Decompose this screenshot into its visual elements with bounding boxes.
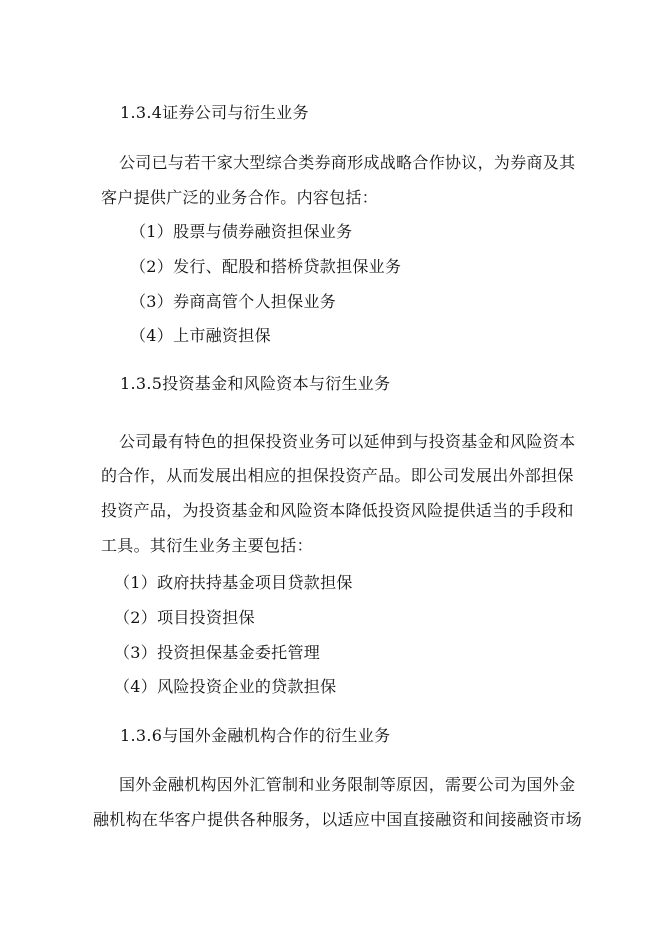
paragraph-line: 客户提供广泛的业务合作。内容包括：: [101, 188, 379, 207]
list-item: （1）政府扶持基金项目贷款担保: [114, 573, 353, 592]
paragraph-line: 国外金融机构因外汇管制和业务限制等原因，需要公司为国外金: [119, 775, 576, 794]
list-item: （2）项目投资担保: [114, 608, 255, 627]
paragraph-line: 公司最有特色的担保投资业务可以延伸到与投资基金和风险资本: [119, 432, 576, 451]
section-heading-1-3-4: 1.3.4证券公司与衍生业务: [120, 103, 309, 122]
paragraph-line: 融机构在华客户提供各种服务，以适应中国直接融资和间接融资市场: [93, 810, 583, 829]
list-item: （2）发行、配股和搭桥贷款担保业务: [130, 257, 402, 276]
section-heading-1-3-5: 1.3.5投资基金和风险资本与衍生业务: [120, 374, 391, 393]
list-item: （1）股票与债券融资担保业务: [130, 222, 353, 241]
paragraph-line: 的合作，从而发展出相应的担保投资产品。即公司发展出外部担保: [101, 466, 574, 485]
paragraph-line: 公司已与若干家大型综合类券商形成战略合作协议，为券商及其: [119, 153, 576, 172]
list-item: （3）券商高管个人担保业务: [130, 292, 337, 311]
paragraph-line: 工具。其衍生业务主要包括：: [101, 536, 313, 555]
paragraph-line: 投资产品，为投资基金和风险资本降低投资风险提供适当的手段和: [101, 501, 574, 520]
list-item: （4）上市融资担保: [130, 326, 271, 345]
list-item: （3）投资担保基金委托管理: [114, 643, 321, 662]
list-item: （4）风险投资企业的贷款担保: [114, 677, 337, 696]
section-heading-1-3-6: 1.3.6与国外金融机构合作的衍生业务: [120, 726, 391, 745]
